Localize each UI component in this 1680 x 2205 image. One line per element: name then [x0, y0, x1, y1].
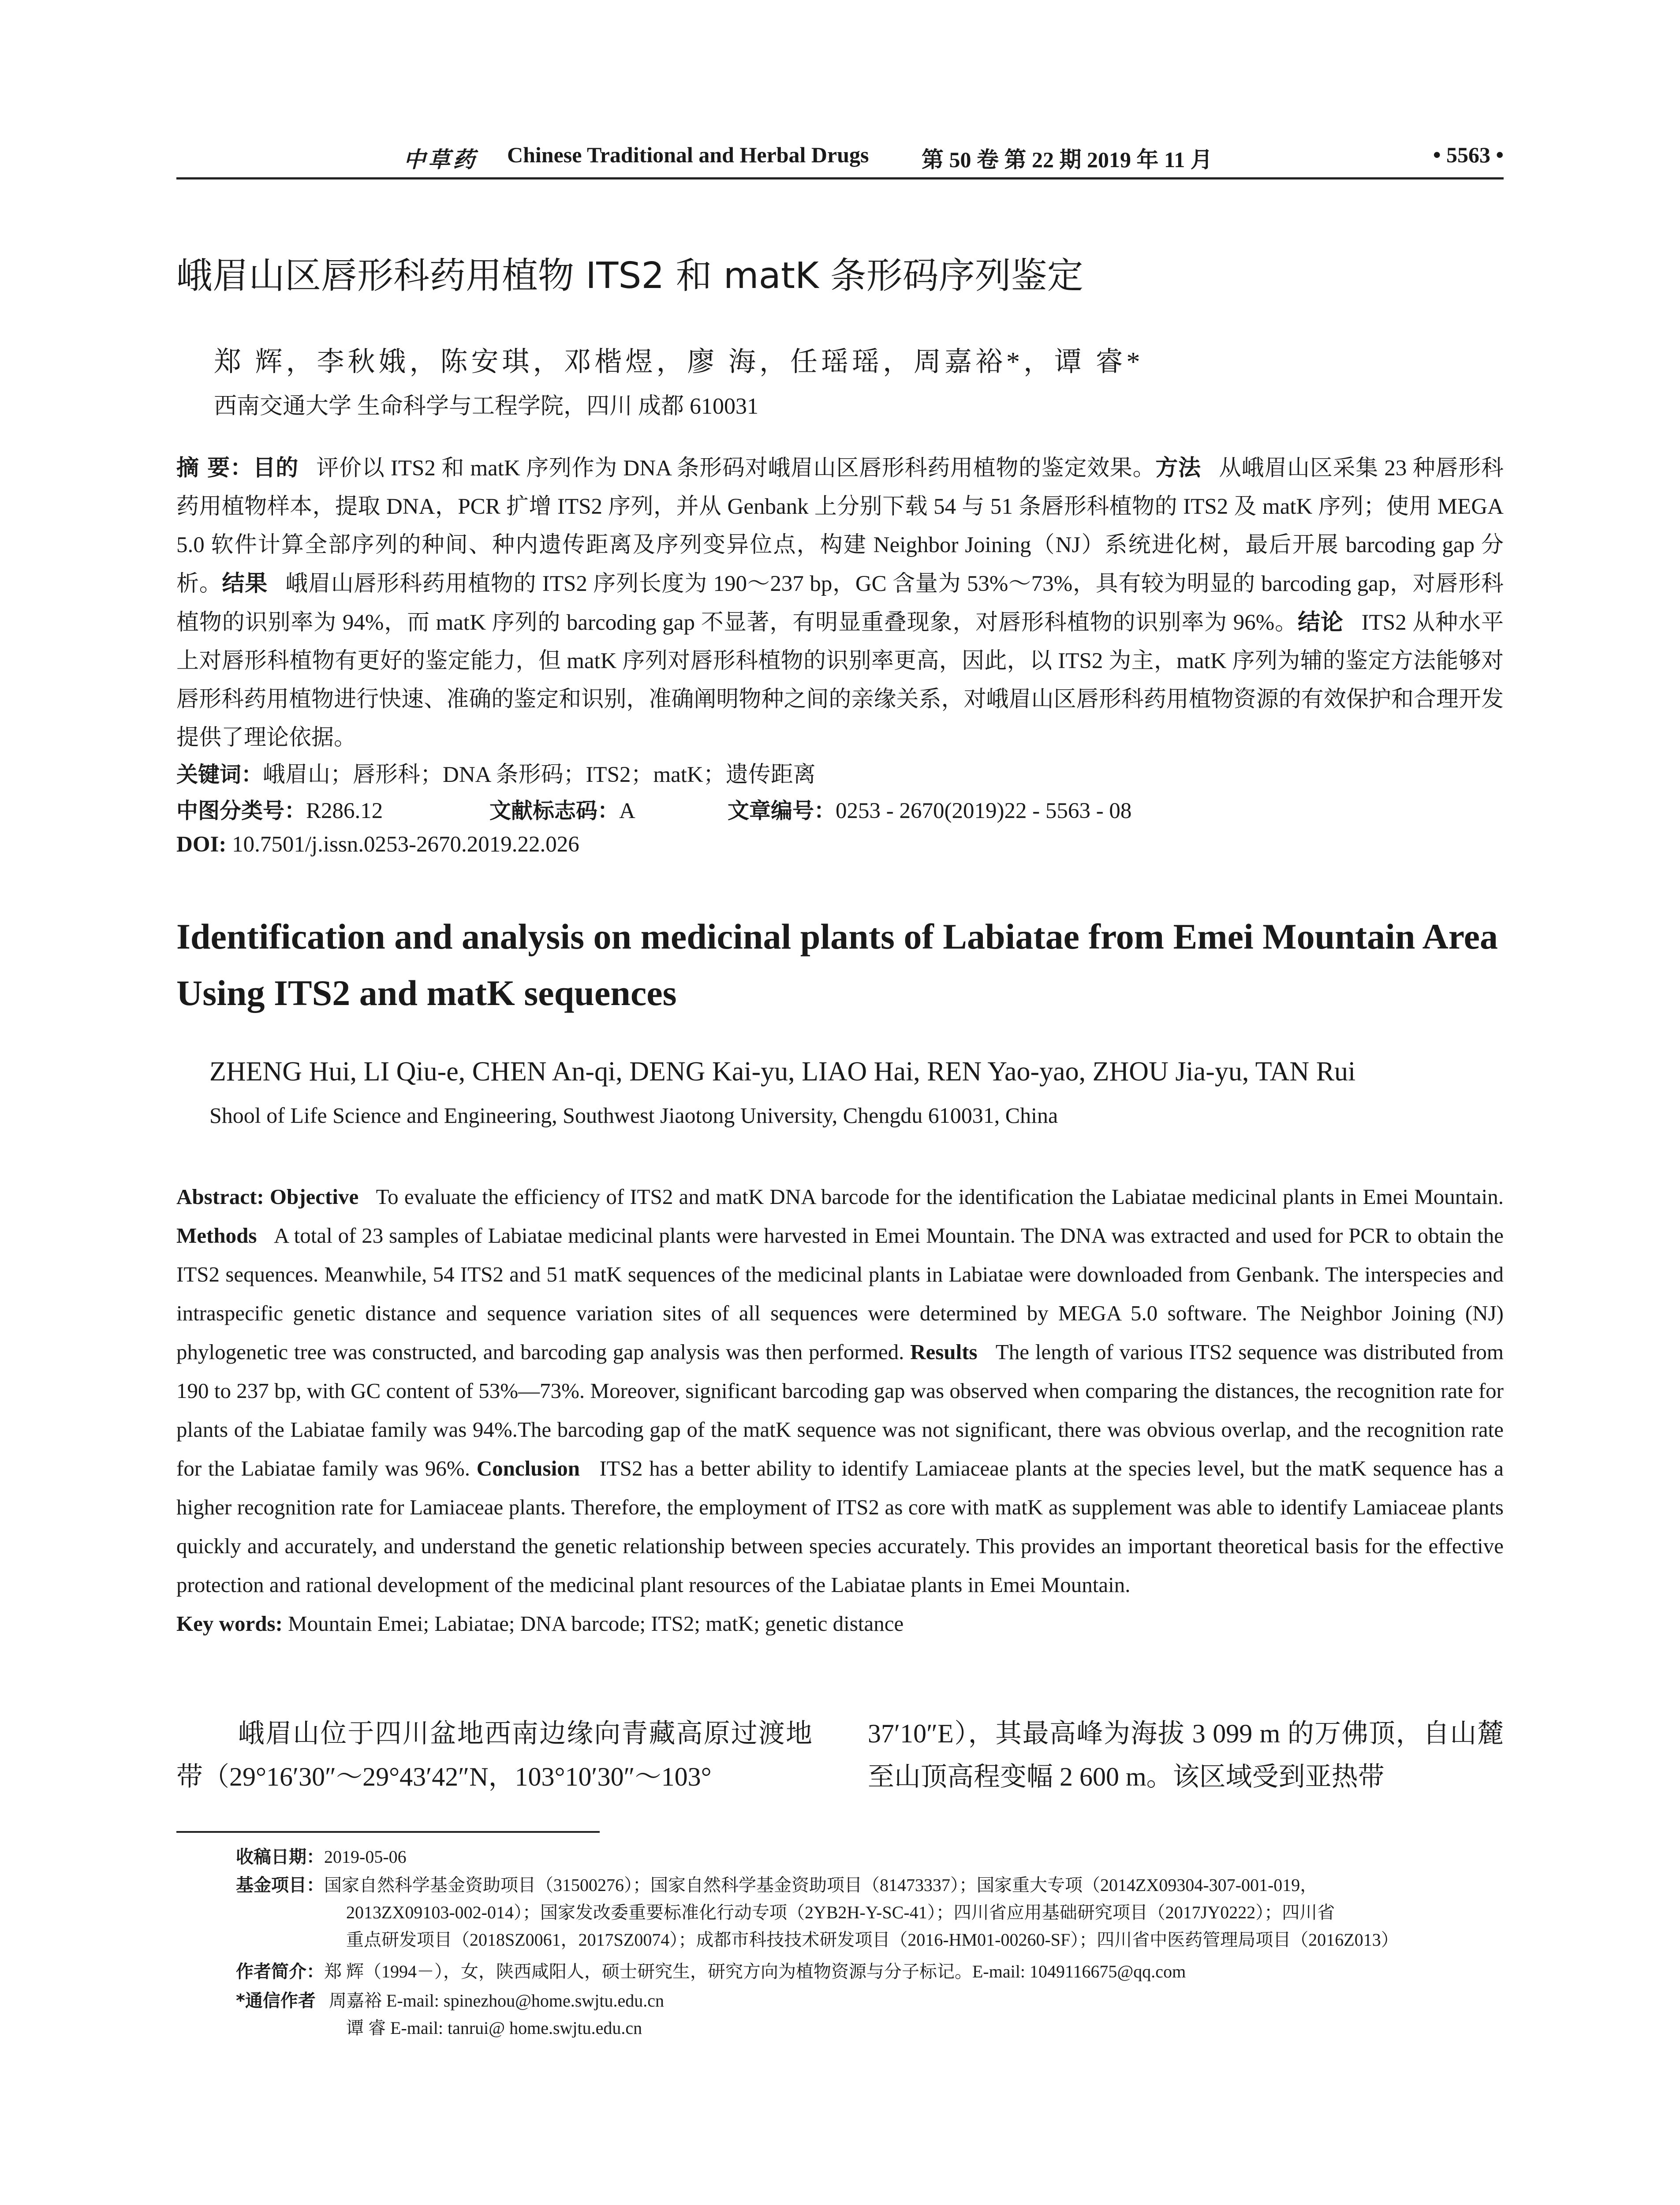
- article-number: [728, 794, 1131, 825]
- chinese-affiliation: 西南交通大学 生命科学与工程学院，四川 成都 610031: [214, 394, 759, 419]
- en-keywords-text: Mountain Emei; Labiatae; DNA barcode; ITS2; matK; genetic distance: [288, 1611, 904, 1636]
- fund-line-2: 2013ZX09103-002-014）；国家发改委重要标准化行动专项（2YB2H-Y-SC-41）；四川省应用基础研究项目（2017JY0222）；四川省: [346, 1902, 1335, 1922]
- article-value: 0253 - 2670(2019)22 - 5563 - 08: [836, 799, 1132, 823]
- issue-info: 第 50 卷 第 22 期 2019 年 11 月: [922, 147, 1213, 172]
- methods-label: 方法: [1155, 455, 1201, 481]
- conclusion-label: 结论: [1297, 609, 1344, 635]
- en-results-text: The length of various ITS2 sequence was distributed from 190 to 237 bp, with GC content of 53%—73%. Moreover, significant barcoding gap was observed when comparing the distances, the recognition rate for plants of the Labiatae family was 94%.The barcoding gap of the matK sequence was not significant, there was obvious overlap, and the recognition rate for the Labiatae family was 96%.: [176, 1340, 1504, 1480]
- classification-line: [176, 794, 383, 825]
- en-methods-text: A total of 23 samples of Labiatae medicinal plants were harvested in Emei Mountain. The DNA was extracted and used for PCR to obtain the ITS2 sequences. Meanwhile, 54 ITS2 and 51 matK sequences of the medicinal plants in Labiatae were downloaded from Genbank. The interspecies and intraspecific genetic distance and sequence variation sites of all sequences were determined by MEGA 5.0 software. The Neighbor Joining (NJ) phylogenetic tree was constructed, and barcoding gap analysis was then performed.: [176, 1223, 1504, 1364]
- en-methods-label: Methods: [176, 1223, 257, 1248]
- en-conclusion-label: Conclusion: [476, 1456, 580, 1480]
- chinese-abstract: [176, 449, 1504, 757]
- journal-logo: 中草药: [403, 147, 478, 172]
- page-number: • 5563 •: [1433, 142, 1504, 167]
- clc-label: 中图分类号：: [176, 798, 306, 823]
- journal-name: Chinese Traditional and Herbal Drugs: [507, 142, 869, 167]
- header-rule: [176, 177, 1504, 179]
- chinese-authors: 郑 辉，李秋娥，陈安琪，邓楷煜，廖 海，任瑶瑶，周嘉裕*，谭 睿*: [214, 347, 1144, 377]
- objective-label: 目的: [253, 455, 299, 481]
- chinese-keywords: [176, 756, 816, 789]
- running-header: [176, 142, 1504, 182]
- received-date: 2019-05-06: [324, 1847, 407, 1867]
- abstract-label: 摘 要：: [176, 455, 253, 481]
- english-abstract: [176, 1177, 1504, 1643]
- results-label: 结果: [222, 571, 268, 597]
- conclusion-text: ITS2 从种水平上对唇形科植物有更好的鉴定能力，但 matK 序列对唇形科植物的识别率更高，因此，以 ITS2 为主，matK 序列为辅的鉴定方法能够对唇形科药用植物进行快速、准确的鉴定和识别，准确阐明物种之间的亲缘关系，对峨眉山区唇形科药用植物资源的有效保护和合理开发提供了理论依据。: [176, 610, 1504, 750]
- doc-label: 文献标志码：: [489, 798, 620, 823]
- en-abstract-label: Abstract:: [176, 1185, 264, 1209]
- fund-line-1: 国家自然科学基金资助项目（31500276）；国家自然科学基金资助项目（81473337）；国家重大专项（2014ZX09304-307-001-019，: [324, 1875, 1318, 1895]
- article-label: 文章编号：: [728, 798, 836, 823]
- english-authors: ZHENG Hui, LI Qiu-e, CHEN An-qi, DENG Kai-yu, LIAO Hai, REN Yao-yao, ZHOU Jia-yu, TAN Rui: [209, 1057, 1356, 1087]
- clc-value: R286.12: [306, 799, 383, 823]
- corresponding-1: 周嘉裕 E-mail: spinezhou@home.swjtu.edu.cn: [329, 1991, 664, 2011]
- author-label: 作者简介：: [236, 1962, 324, 1982]
- doi-label: DOI:: [176, 832, 227, 857]
- footnote-author: [236, 1958, 1504, 1985]
- results-text: 峨眉山唇形科药用植物的 ITS2 序列长度为 190～237 bp，GC 含量为 53%～73%，具有较为明显的 barcoding gap，对唇形科植物的识别率为 94%，而 matK 序列的 barcoding gap 不显著，有明显重叠现象，对唇形科植物的识别率为 96%。: [176, 572, 1504, 635]
- received-label: 收稿日期：: [236, 1847, 324, 1867]
- objective-text: 评价以 ITS2 和 matK 序列作为 DNA 条形码对峨眉山区唇形科药用植物的鉴定效果。: [316, 456, 1156, 481]
- en-results-label: Results: [910, 1340, 978, 1364]
- body-column-right: 37′10″E），其最高峰为海拔 3 099 m 的万佛顶，自山麓至山顶高程变幅 2 600 m。该区域受到亚热带: [868, 1719, 1504, 1791]
- footnote-fund: [236, 1872, 1504, 1954]
- footnote-corresponding: [236, 1987, 1504, 2042]
- doc-value: A: [619, 799, 635, 823]
- methods-text: 从峨眉山区采集 23 种唇形科药用植物样本，提取 DNA，PCR 扩增 ITS2 序列，并从 Genbank 上分别下载 54 与 51 条唇形科植物的 ITS2 及 matK 序列；使用 MEGA 5.0 软件计算全部序列的种间、种内遗传距离及序列变异位点，构建 Neighbor Joining（NJ）系统进化树，最后开展 barcoding gap 分析。: [176, 456, 1504, 596]
- keywords-text: 峨眉山；唇形科；DNA 条形码；ITS2；matK；遗传距离: [263, 762, 816, 787]
- footnote-rule: [176, 1831, 600, 1833]
- english-title: Identification and analysis on medicinal plants of Labiatae from Emei Mountain Area Using ITS2 and matK sequences: [176, 916, 1498, 1013]
- chinese-title: 峨眉山区唇形科药用植物 ITS2 和 matK 条形码序列鉴定: [176, 255, 1083, 297]
- body-column-left: 峨眉山位于四川盆地西南边缘向青藏高原过渡地带（29°16′30″～29°43′42″N，103°10′30″～103°: [176, 1719, 812, 1791]
- doi-link[interactable]: 10.7501/j.issn.0253-2670.2019.22.026: [232, 832, 579, 857]
- corresponding-2: 谭 睿 E-mail: tanrui@ home.swjtu.edu.cn: [346, 2018, 642, 2038]
- en-conclusion-text: ITS2 has a better ability to identify Lamiaceae plants at the species level, but the matK sequence has a higher recognition rate for Lamiaceae plants. Therefore, the employment of ITS2 as core with matK as supplement was able to identify Lamiaceae plants quickly and accurately, and understand the genetic relationship between species accurately. This provides an important theoretical basis for the effective protection and rational development of the medicinal plant resources of the Labiatae plants in Emei Mountain.: [176, 1456, 1504, 1597]
- en-keywords-label: Key words:: [176, 1611, 283, 1636]
- fund-line-3: 重点研发项目（2018SZ0061，2017SZ0074）；成都市科技技术研发项目（2016-HM01-00260-SF）；四川省中医药管理局项目（2016Z013）: [346, 1930, 1399, 1950]
- english-affiliation: Shool of Life Science and Engineering, Southwest Jiaotong University, Chengdu 610031, China: [209, 1103, 1058, 1128]
- author-bio: 郑 辉（1994－），女，陕西咸阳人，硕士研究生，研究方向为植物资源与分子标记。E-mail: 1049116675@qq.com: [324, 1962, 1186, 1981]
- en-objective-text: To evaluate the efficiency of ITS2 and matK DNA barcode for the identification the Labiatae medicinal plants in Emei Mountain.: [376, 1185, 1504, 1209]
- fund-label: 基金项目：: [236, 1875, 324, 1895]
- corresponding-label: *通信作者: [236, 1991, 316, 2011]
- document-code: [489, 794, 635, 825]
- footnote-received: [236, 1843, 1504, 1871]
- keywords-label: 关键词：: [176, 762, 263, 787]
- doi-line: [176, 832, 579, 857]
- en-objective-label: Objective: [269, 1185, 359, 1209]
